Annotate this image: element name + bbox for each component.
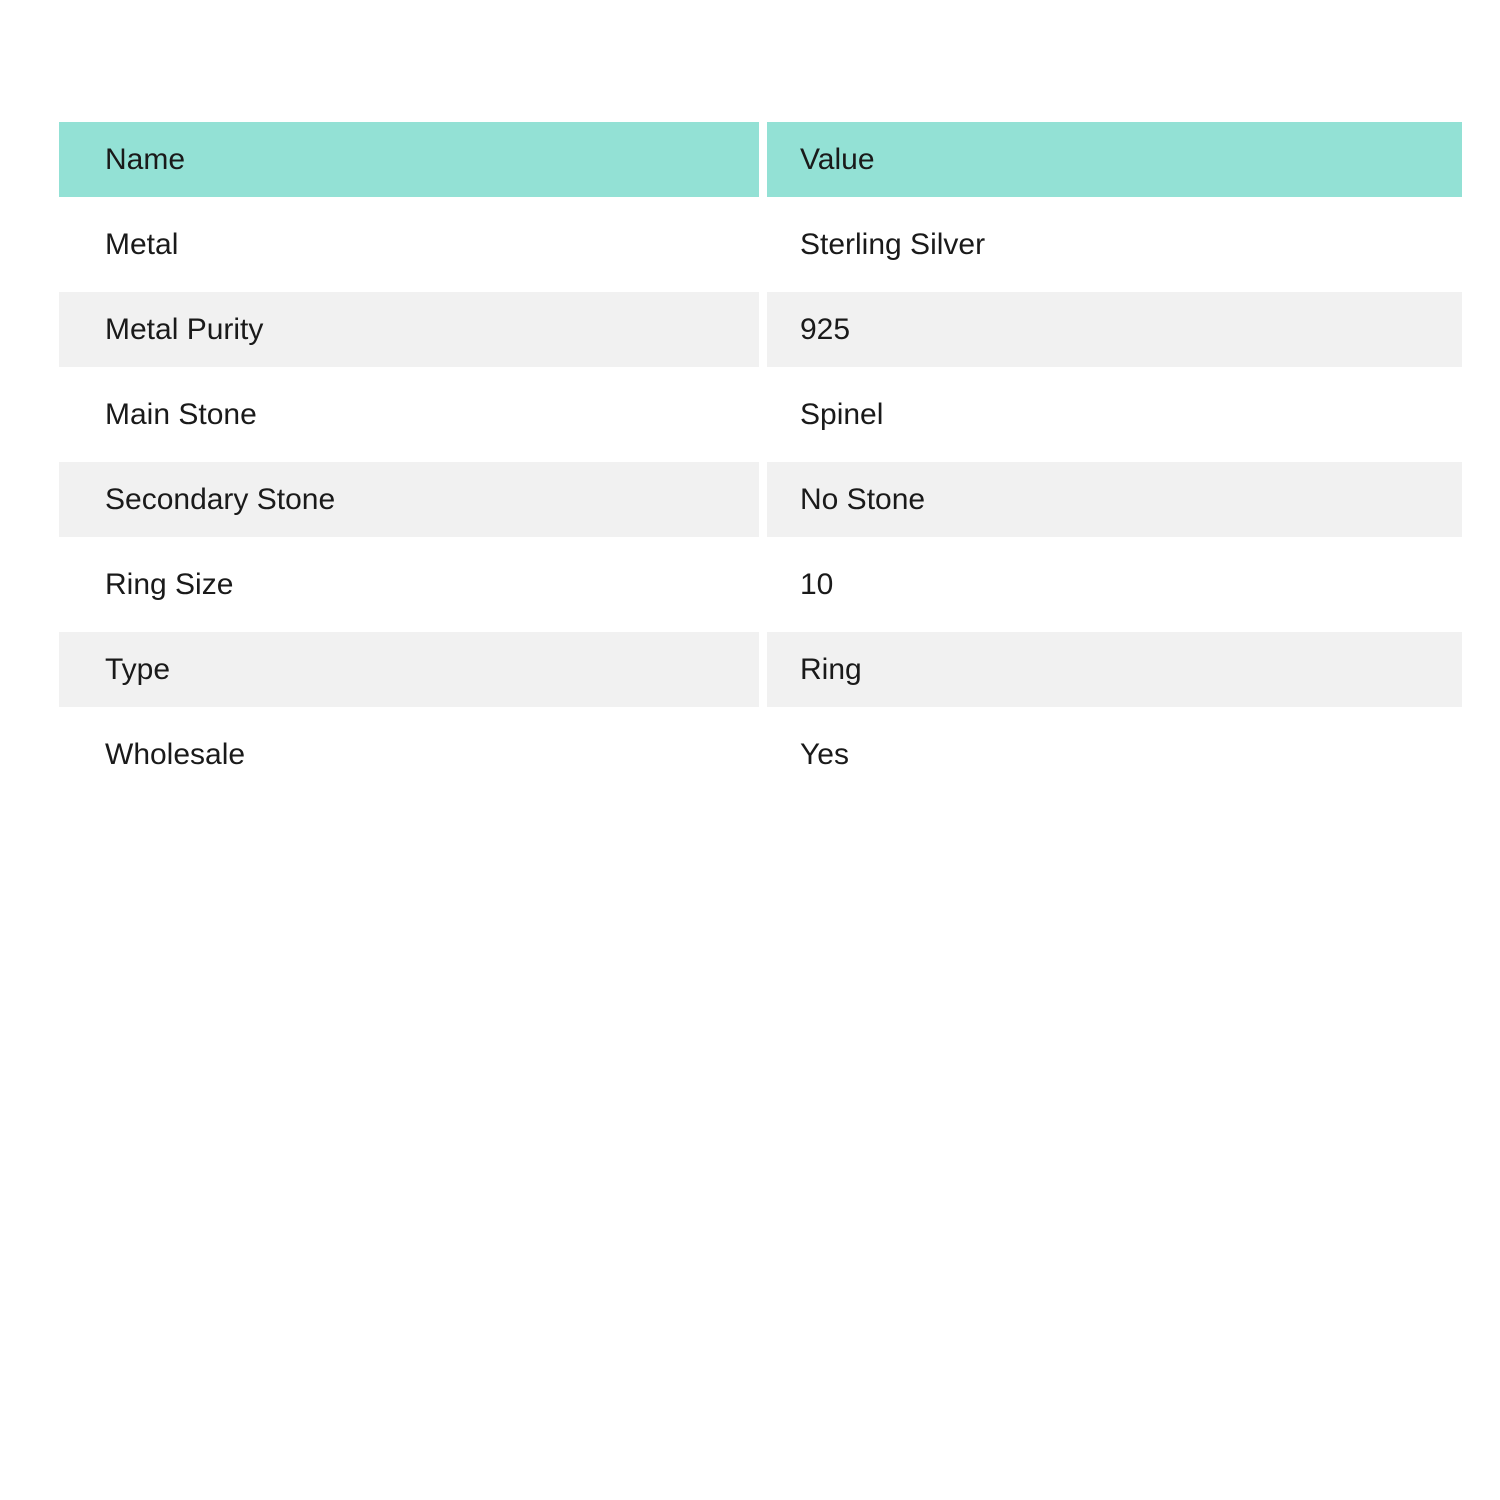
table-row [55,202,1466,287]
table-header-row [55,117,1466,202]
attribute-value-cell: No Stone [767,462,1462,537]
attribute-name-cell: Ring Size [59,547,759,622]
table-row [55,287,1466,372]
attribute-value-cell: 925 [767,292,1462,367]
attribute-value-cell: Sterling Silver [767,207,1462,282]
attribute-name-cell: Wholesale [59,717,759,792]
header-cell-value: Value [767,122,1462,197]
attribute-name-cell: Secondary Stone [59,462,759,537]
table-row [55,372,1466,457]
attribute-value-cell: Ring [767,632,1462,707]
table-row [55,542,1466,627]
attribute-value-cell: 10 [767,547,1462,622]
attribute-name-cell: Metal [59,207,759,282]
attribute-name-cell: Main Stone [59,377,759,452]
product-attributes-table [55,117,1466,797]
header-cell-name: Name [59,122,759,197]
attribute-value-cell: Yes [767,717,1462,792]
table-row [55,712,1466,797]
attribute-value-cell: Spinel [767,377,1462,452]
attribute-name-cell: Metal Purity [59,292,759,367]
table-row [55,627,1466,712]
attribute-name-cell: Type [59,632,759,707]
table-row [55,457,1466,542]
